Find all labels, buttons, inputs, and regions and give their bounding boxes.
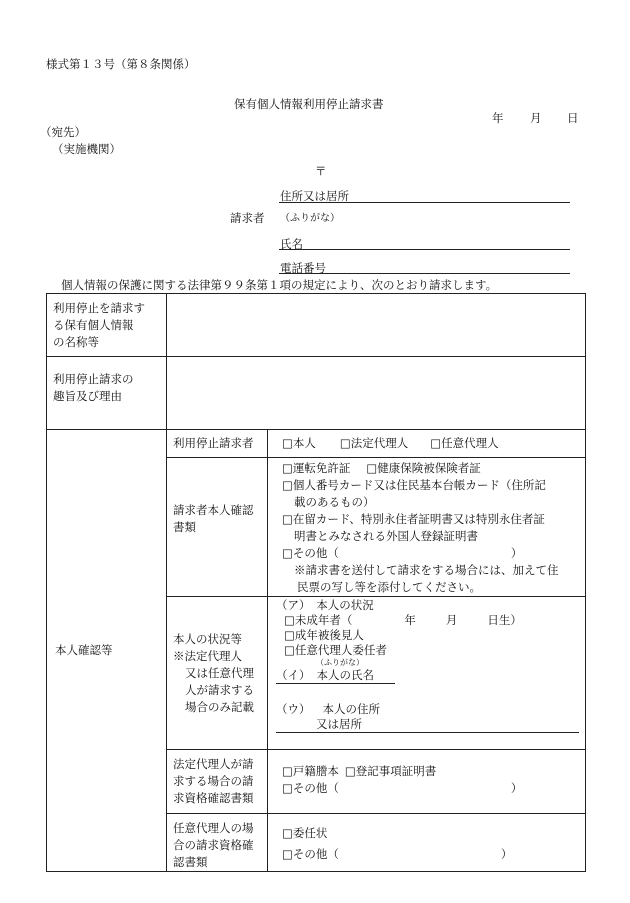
id-docs-options — [268, 458, 586, 597]
reason-label-2: 趣旨及び理由 — [53, 389, 122, 403]
furigana-label: （ふりがな） — [280, 213, 340, 224]
legal-docs-label-3: 求資格確認書類 — [173, 791, 254, 805]
checkbox-self[interactable]: □本人 — [282, 436, 316, 450]
principal-label-5: 場合のみ記載 — [185, 700, 254, 714]
form-number: 様式第１３号（第８条関係） — [46, 57, 196, 71]
checkbox-voluntary-principal[interactable]: □任意代理人委任者 — [284, 643, 387, 657]
addressee-agency: （実施機関） — [52, 142, 121, 156]
principal-status-head: （ア） 本人の状況 — [276, 598, 374, 612]
checkbox-voluntary-other[interactable]: □その他（ — [282, 847, 339, 861]
identity-section-label-cell — [47, 430, 167, 872]
checkbox-minor[interactable]: □未成年者（ — [284, 613, 353, 627]
checkbox-koseki[interactable]: □戸籍謄本 — [282, 764, 339, 778]
legal-docs-label-cell — [167, 750, 268, 814]
reason-label-cell — [47, 357, 167, 430]
request-form-table — [46, 293, 586, 872]
voluntary-other-close: ） — [500, 847, 513, 861]
info-name-field[interactable] — [167, 294, 586, 357]
identity-section-label: 本人確認等 — [55, 643, 113, 657]
principal-address-label-2[interactable]: 又は居所 — [276, 717, 579, 733]
requester-type-label: 利用停止請求者 — [173, 436, 254, 450]
checkbox-registry-cert[interactable]: □登記事項証明書 — [344, 764, 437, 778]
principal-furigana: （ふりがな） — [316, 658, 364, 667]
info-name-label-cell — [47, 294, 167, 357]
addressee-label: （宛先） — [40, 125, 86, 139]
principal-label-cell — [167, 597, 268, 750]
requester-label: 請求者 — [230, 211, 265, 225]
my-number-card-cont: 載のあるもの） — [294, 495, 375, 509]
address-line[interactable] — [279, 202, 570, 203]
id-other-close: ） — [510, 546, 523, 560]
voluntary-docs-label-1: 任意代理人の場 — [173, 821, 254, 835]
phone-line[interactable] — [279, 273, 570, 274]
checkbox-legal-agent[interactable]: □法定代理人 — [339, 436, 409, 450]
residence-card-cont: 明書とみなされる外国人登録証明書 — [294, 529, 478, 543]
checkbox-legal-other[interactable]: □その他（ — [282, 781, 339, 795]
principal-address-label-1: 本人の住所 — [322, 702, 380, 716]
id-docs-label-2: 書類 — [173, 520, 196, 534]
legal-other-close: ） — [510, 781, 523, 795]
info-name-label-3: の名称等 — [53, 335, 99, 349]
voluntary-docs-options — [268, 814, 586, 872]
mail-note-1: ※請求書を送付して請求をする場合には、加えて住 — [294, 563, 559, 577]
checkbox-voluntary-agent[interactable]: □任意代理人 — [430, 436, 499, 450]
voluntary-docs-label-cell — [167, 814, 268, 872]
principal-fields — [268, 597, 586, 750]
principal-name-label: 本人の氏名 — [316, 668, 374, 682]
id-docs-label-cell — [167, 458, 268, 597]
minor-year: 年 — [404, 613, 416, 627]
checkbox-health-insurance[interactable]: □健康保険被保険者証 — [366, 461, 481, 475]
voluntary-docs-label-2: 合の請求資格確 — [173, 838, 254, 852]
date-year: 年 — [492, 111, 504, 125]
statement-text: 個人情報の保護に関する法律第９９条第１項の規定により、次のとおり請求します。 — [61, 278, 498, 292]
legal-docs-options — [268, 750, 586, 814]
legal-docs-label-2: 求する場合の請 — [173, 774, 254, 788]
phone-label: 電話番号 — [280, 261, 326, 275]
checkbox-drivers-license[interactable]: □運転免許証 — [282, 461, 351, 475]
checkbox-adult-ward[interactable]: □成年被後見人 — [284, 628, 364, 642]
principal-label-4: 人が請求する — [185, 683, 254, 697]
date-month: 月 — [530, 111, 542, 125]
principal-label-2: ※法定代理人 — [173, 649, 242, 663]
reason-field[interactable] — [167, 357, 586, 430]
checkbox-power-of-attorney[interactable]: □委任状 — [282, 826, 328, 840]
info-name-label-2: る保有個人情報 — [53, 318, 134, 332]
info-name-label-1: 利用停止を請求す — [53, 301, 145, 315]
principal-label-1: 本人の状況等 — [173, 632, 242, 646]
minor-month: 月 — [445, 613, 458, 627]
legal-docs-label-1: 法定代理人が請 — [173, 757, 254, 771]
form-title: 保有個人情報利用停止請求書 — [234, 97, 384, 111]
principal-name-marker: （イ） — [276, 668, 311, 682]
address-label: 住所又は居所 — [280, 189, 349, 203]
date-day: 日 — [567, 111, 579, 125]
checkbox-residence-card[interactable]: □在留カード、特別永住者証明書又は特別永住者証 — [282, 512, 545, 526]
name-label: 氏名 — [280, 237, 303, 251]
principal-address-marker: （ウ） — [276, 702, 311, 716]
mail-note-2: 民票の写し等を添付してください。 — [297, 580, 481, 594]
voluntary-docs-label-3: 認書類 — [173, 855, 208, 869]
minor-birth: 日生） — [487, 613, 522, 627]
id-docs-label-1: 請求者本人確認 — [173, 503, 254, 517]
requester-type-options — [268, 430, 586, 458]
checkbox-id-other[interactable]: □その他（ — [282, 546, 339, 560]
checkbox-my-number-card[interactable]: □個人番号カード又は住民基本台帳カード（住所記 — [282, 478, 546, 492]
name-line[interactable] — [279, 249, 570, 250]
reason-label-1: 利用停止請求の — [53, 372, 134, 386]
requester-type-label-cell — [167, 430, 268, 458]
postal-mark: 〒 — [315, 164, 327, 178]
principal-label-3: 又は任意代理 — [185, 666, 254, 680]
